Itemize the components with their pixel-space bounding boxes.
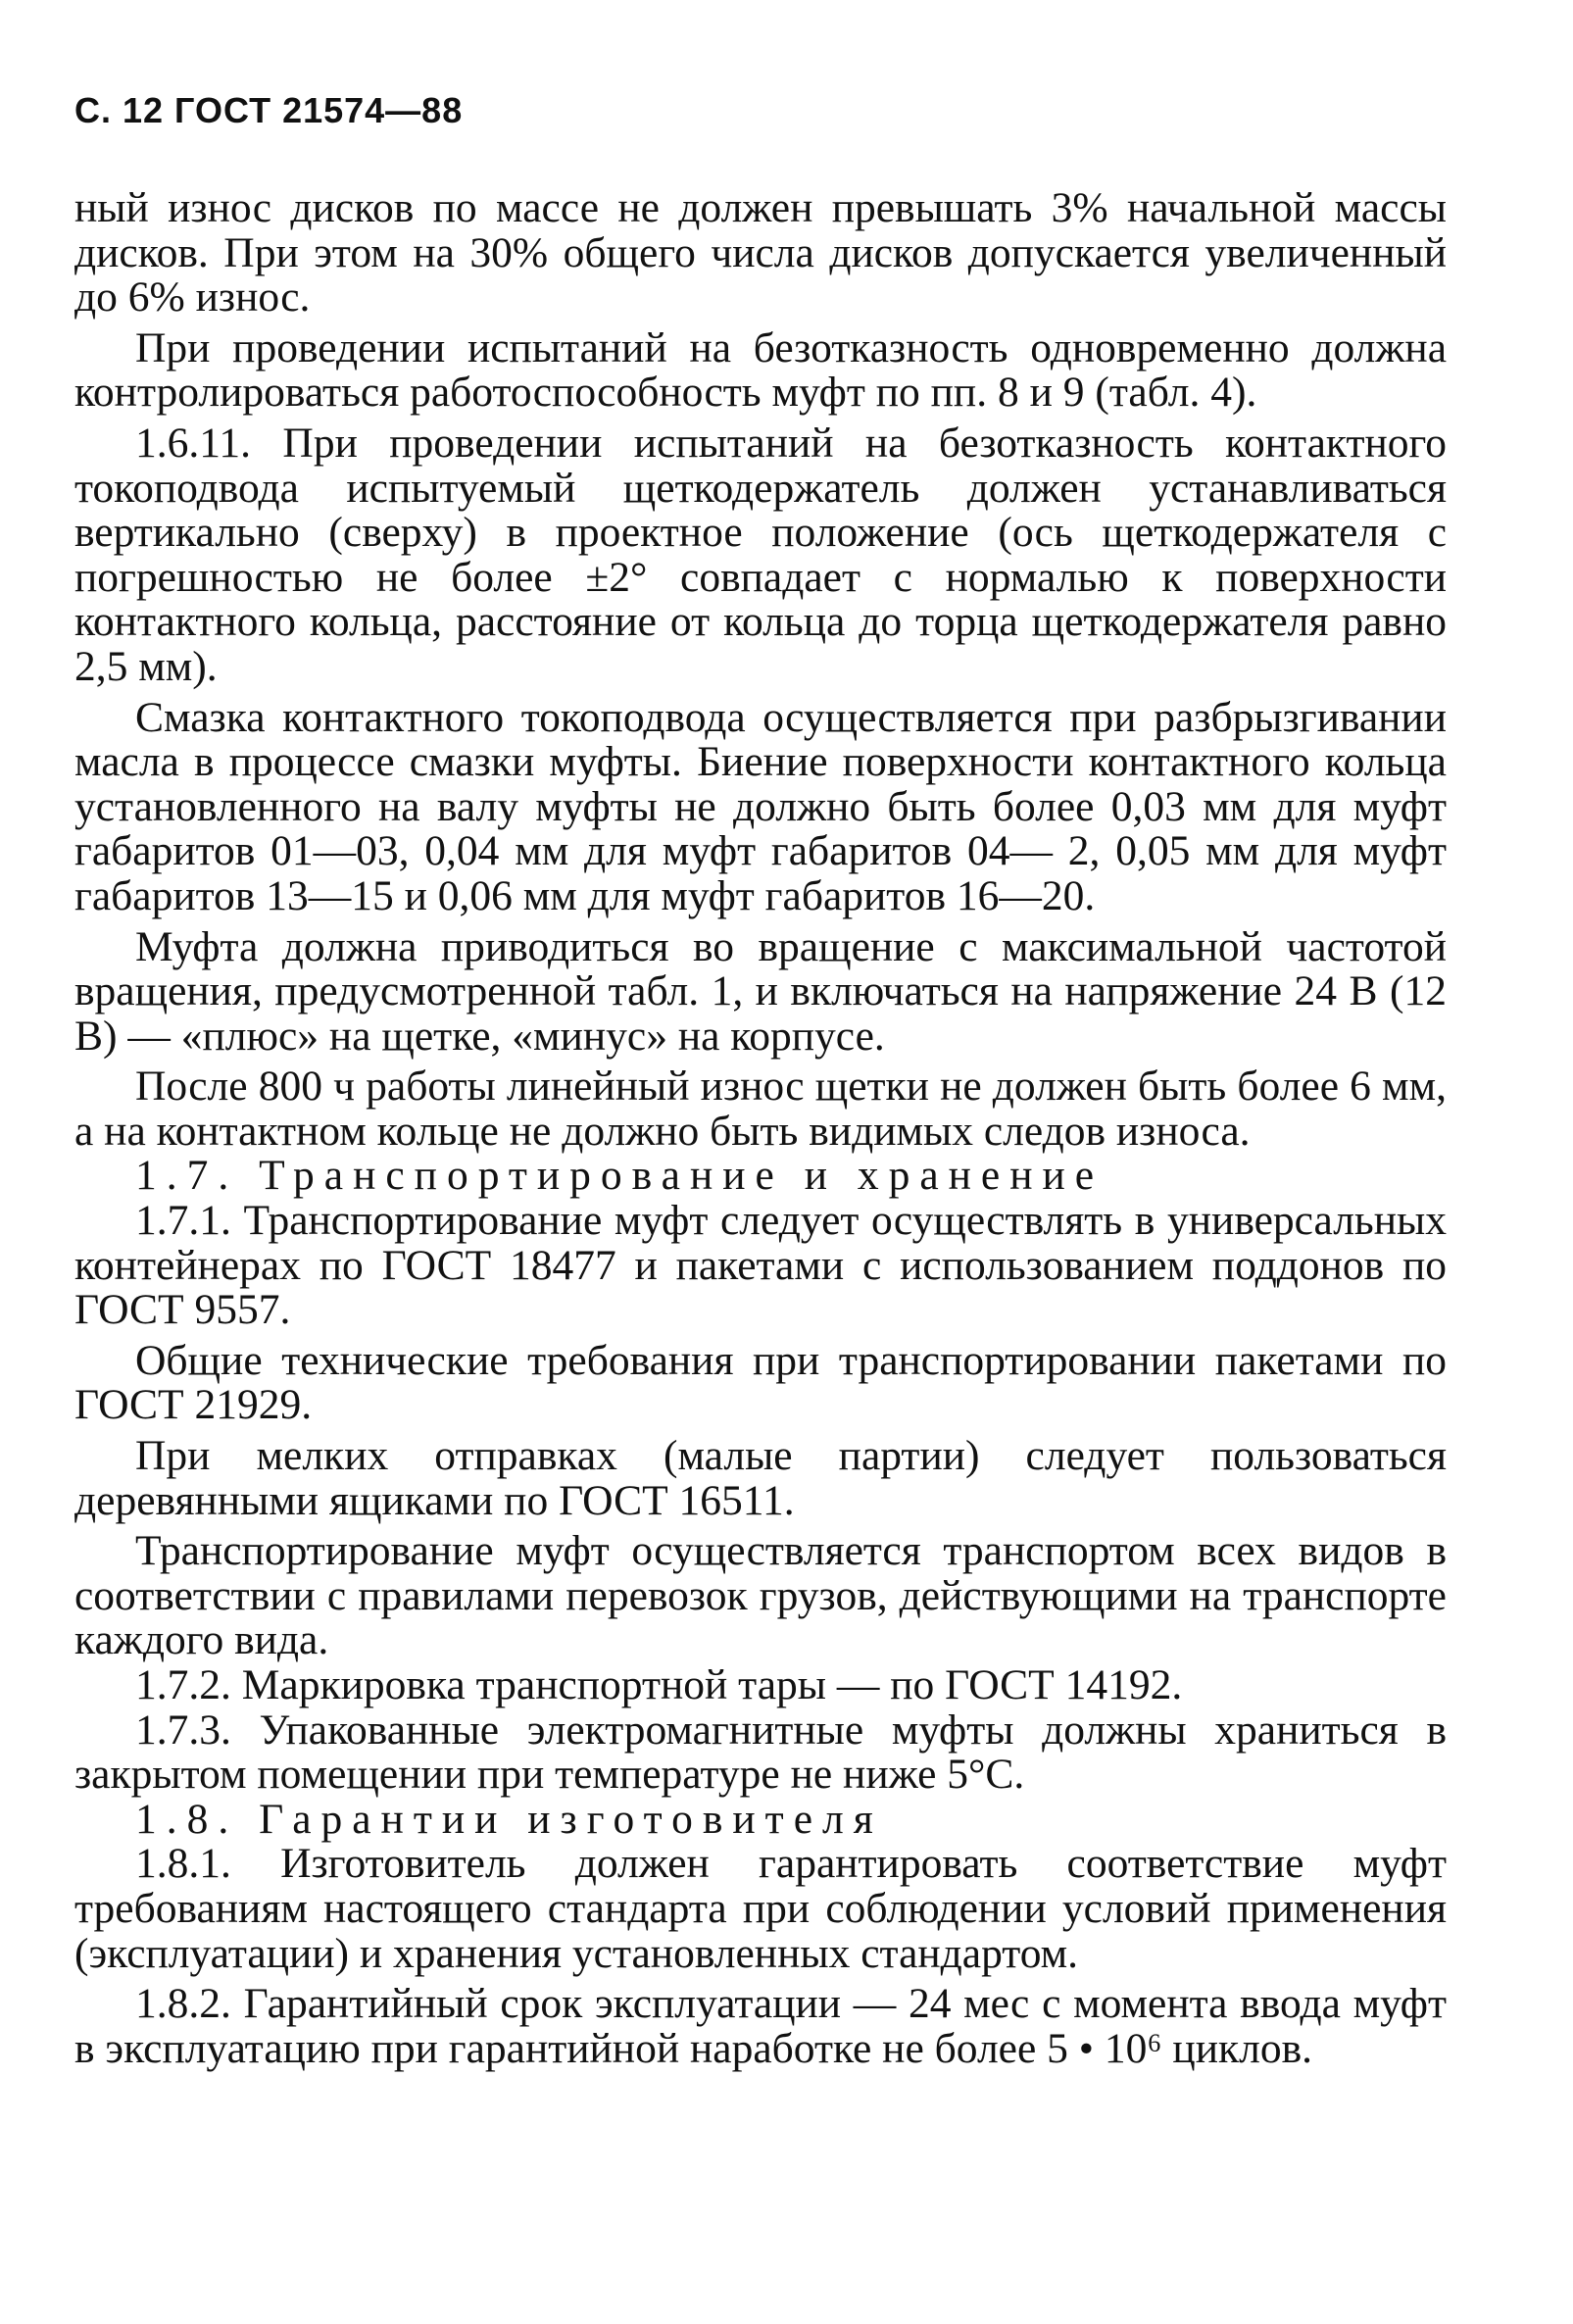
paragraph-small-shipments: При мелких отправках (малые партии) следует пользоваться деревянными ящиками по ГОСТ 16511. [74,1432,1447,1524]
page-header: С. 12 ГОСТ 21574—88 [74,90,464,130]
paragraph-rotation: Муфта должна приводиться во вращение с максимальной частотой вращения, предусмотренной табл. 1, и включаться на напряжение 24 В (12 В) — «плюс» на щетке, «минус» на корпусе. [74,922,1447,1060]
paragraph-general-requirements: Общие технические требования при транспортировании пакетами по ГОСТ 21929. [74,1336,1447,1429]
paragraph-1-7-3: 1.7.3. Упакованные электромагнитные муфты должны храниться в закрытом помещении при температуре не ниже 5°С. [74,1706,1447,1799]
section-heading-1-8: 1.8. Гарантии изготовителя [135,1795,883,1843]
paragraph-reliability-control: При проведении испытаний на безотказность одновременно должна контролироваться работоспособность муфт по пп. 8 и 9 (табл. 4). [74,323,1447,417]
section-heading-1-7: 1.7. Транспортирование и хранение [135,1152,1105,1200]
paragraph-1-7-2: 1.7.2. Маркировка транспортной тары — по ГОСТ 14192. [135,1661,1183,1708]
paragraph-1-8-2: 1.8.2. Гарантийный срок эксплуатации — 24 мес с момента ввода муфт в эксплуатацию при гарантийной наработке не более 5 • 10⁶ циклов. [74,1980,1447,2072]
paragraph-transport-modes: Транспортирование муфт осуществляется транспортом всех видов в соответствии с правилами перевозок грузов, действующими на транспорте каждого вида. [74,1527,1447,1664]
paragraph-lubrication: Смазка контактного токоподвода осуществляется при разбрызгивании масла в процессе смазки муфты. Биение поверхности контактного кольца установленного на валу муфты не должно быть более 0,03 мм для муфт габаритов 01—03, 0,04 мм для муфт габаритов 04— 2, 0,05 мм для муфт габаритов 13—15 и 0,06 мм для муфт габаритов 16—20. [74,693,1447,919]
paragraph-1-7-1: 1.7.1. Транспортирование муфт следует осуществлять в универсальных контейнерах по ГОСТ 18477 и пакетами с использованием поддонов по ГОСТ 9557. [74,1197,1447,1334]
paragraph-1-6-11: 1.6.11. При проведении испытаний на безотказность контактного токоподвода испытуемый щеткодержатель должен устанавливаться вертикально (сверху) в проектное положение (ось щеткодержателя с погрешностью не более ±2° совпадает с нормалью к поверхности контактного кольца, расстояние от кольца до торца щеткодержателя равно 2,5 мм). [74,419,1447,690]
body-text [74,186,1447,2071]
paragraph-wear-continuation: ный износ дисков по массе не должен превышать 3% начальной массы дисков. При этом на 30% общего числа дисков допускается увеличенный до 6% износ. [74,184,1447,321]
paragraph-brush-wear: После 800 ч работы линейный износ щетки не должен быть более 6 мм, а на контактном кольце не должно быть видимых следов износа. [74,1063,1447,1155]
paragraph-1-8-1: 1.8.1. Изготовитель должен гарантировать соответствие муфт требованиям настоящего стандарта при соблюдении условий применения (эксплуатации) и хранения установленных стандартом. [74,1840,1447,1977]
